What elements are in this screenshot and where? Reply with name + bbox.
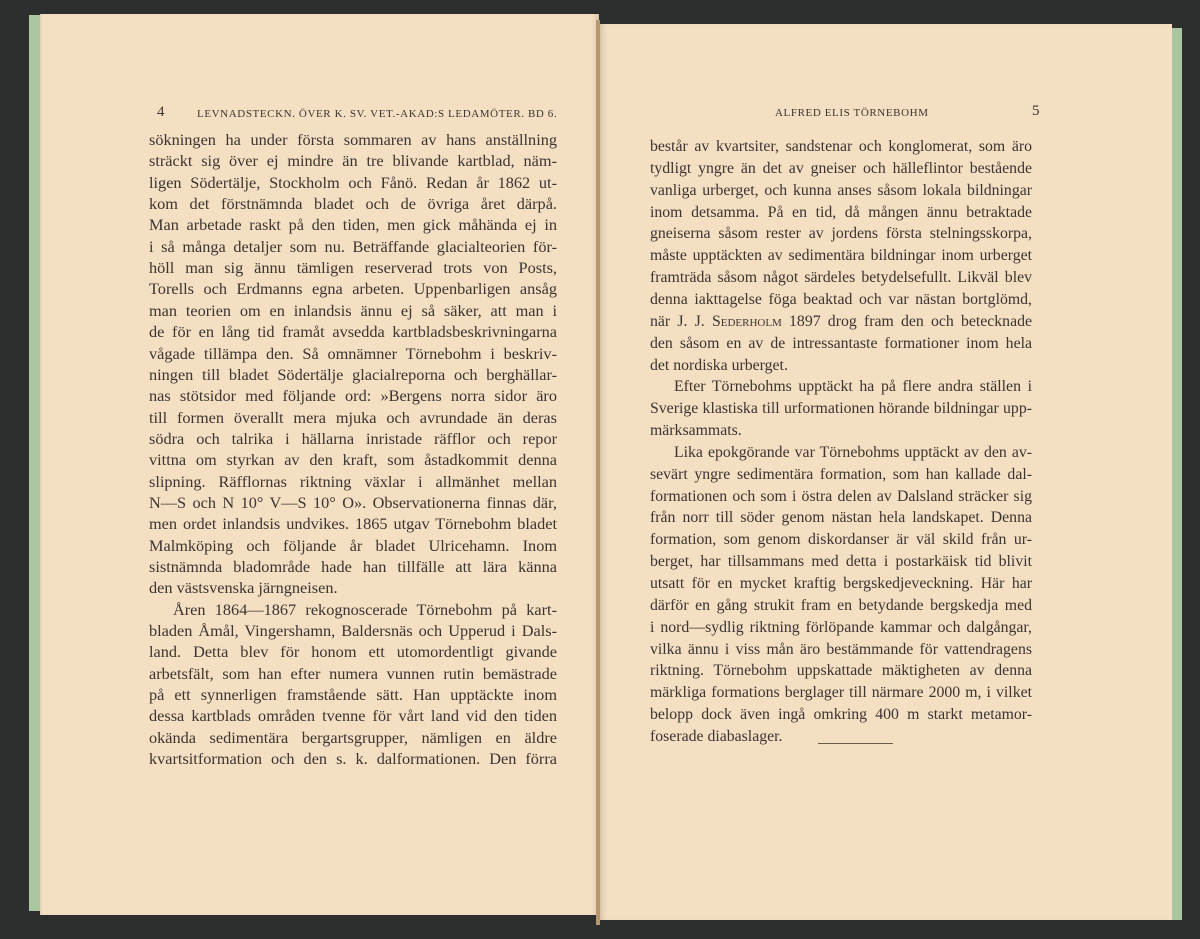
text-line: man teorien om en inlandsis ännu ej så säker, att man i bbox=[149, 300, 557, 320]
text-line: kom det förstnämnda bladet och de övriga året därpå. bbox=[149, 194, 557, 214]
text-line: ningen till bladet Södertälje glacialreporna och berghällar- bbox=[149, 364, 557, 384]
text-line: N—S och N 10° V—S 10° O». Observationerna finnas där, bbox=[149, 492, 557, 512]
page-number: 4 bbox=[157, 104, 165, 120]
text-span: 1897 drog fram den och betecknade bbox=[781, 312, 1032, 330]
text-line: ligen Södertälje, Stockholm och Fånö. Redan år 1862 ut- bbox=[149, 172, 557, 192]
text-line: sistnämnda bladområde hade han tillfälle att lära känna bbox=[149, 557, 557, 576]
text-line: Åren 1864—1867 rekognoscerade Törnebohm på kart- bbox=[173, 599, 557, 619]
text-line: tydligt yngre än det av gneiser och hälleflintor bestående bbox=[650, 159, 1032, 177]
text-line: Efter Törnebohms upptäckt ha på flere andra ställen i bbox=[674, 378, 1032, 396]
text-line: sevärt yngre sedimentära formation, som han kallade dal- bbox=[650, 465, 1032, 483]
text-line: därför en gång strukit fram en betydande bergskedja med bbox=[650, 596, 1032, 614]
text-line: den såsom en av de intressantaste formationer inom hela bbox=[650, 334, 1032, 352]
left-page bbox=[40, 14, 599, 915]
text-line: består av kvartsiter, sandstenar och konglomerat, som äro bbox=[650, 138, 1032, 155]
text-line: men ordet inlandsis undvikes. 1865 utgav Törnebohm bladet bbox=[149, 514, 557, 534]
text-line: södra och talrika i hällarna inristade räfflor och repor bbox=[149, 428, 557, 448]
section-divider bbox=[818, 743, 893, 744]
text-line: gneiserna såsom rester av jordens första stelningsskorpa, bbox=[650, 225, 1032, 243]
right-page bbox=[600, 24, 1172, 920]
text-line: vågade tillämpa den. Så omnämner Törnebohm i beskriv- bbox=[149, 343, 557, 363]
text-line: till formen överallt mera mjuka och avrundade än deras bbox=[149, 407, 557, 427]
text-line: märksammats. bbox=[650, 422, 742, 440]
text-line: sträckt sig över ej mindre än tre blivande kartblad, näm- bbox=[149, 151, 557, 171]
text-line: den västsvenska järngneisen. bbox=[149, 578, 338, 598]
text-line: från norr till söder genom nästan hela landskapet. Denna bbox=[650, 509, 1032, 527]
text-line: okända sedimentära bergartsgrupper, nämligen en äldre bbox=[149, 727, 557, 747]
text-line: riktning. Törnebohm uppskattade mäktigheten av denna bbox=[650, 662, 1032, 680]
text-line: foserade diabaslager. bbox=[650, 727, 783, 745]
text-line: formation, som genom diskordanser är väl skild från ur- bbox=[650, 531, 1032, 549]
text-span: när J. J. bbox=[650, 312, 712, 330]
text-line: land. Detta blev för honom ett utomordentligt givande bbox=[149, 642, 557, 662]
author-name: Sederholm bbox=[711, 312, 782, 330]
text-line: arbetsfält, som han efter numera vunnen rutin bemästrade bbox=[149, 663, 557, 683]
text-line bbox=[650, 313, 1032, 331]
text-line: de för en lång tid framåt avsedda kartbladsbeskrivningarna bbox=[149, 322, 557, 342]
text-line: denna iakttagelse föga beaktad och var nästan bortglömd, bbox=[650, 290, 1032, 308]
text-line: i nord—sydlig riktning förlöpande kammar och dalgångar, bbox=[650, 618, 1032, 636]
text-line: det nordiska urberget. bbox=[650, 356, 788, 374]
text-line: bladen Åmål, Vingershamn, Baldersnäs och Upperud i Dals- bbox=[149, 621, 557, 641]
text-line: Sverige klastiska till urformationen hörande bildningar upp- bbox=[650, 400, 1032, 418]
text-line: höll man sig ännu tämligen reserverad trots von Posts, bbox=[149, 258, 557, 278]
text-line: slipning. Räfflornas riktning växlar i allmänhet mellan bbox=[149, 471, 557, 491]
text-line: Man arbetade raskt på den tiden, men gick måhända ej in bbox=[149, 215, 557, 235]
text-line: vanliga urberget, och kunna anses såsom lokala bildningar bbox=[650, 181, 1032, 199]
text-line: utsatt för en mycket kraftig bergskedjeveckning. Här har bbox=[650, 575, 1032, 592]
text-line: i så många detaljer som nu. Beträffande glacialteorien för- bbox=[149, 236, 557, 256]
text-line: Torells och Erdmanns egna arbeten. Uppenbarligen ansåg bbox=[149, 279, 557, 299]
text-line: vittna om styrkan av den kraft, som åstadkommit denna bbox=[149, 450, 557, 470]
text-line: belopp dock även ingå omkring 400 m starkt metamor- bbox=[650, 706, 1032, 724]
text-line: inom detsamma. På en tid, då mången ännu betraktade bbox=[650, 203, 1032, 221]
text-line: måste upptäckten av sedimentära bildningar inom urberget bbox=[650, 247, 1032, 265]
text-line: sökningen ha under första sommaren av hans anställning bbox=[149, 130, 557, 149]
running-head: LEVNADSTECKN. ÖVER K. SV. VET.-AKAD:S LEDAMÖTER. BD 6. bbox=[197, 108, 558, 120]
text-line: dessa kartblads områden tvenne för vårt land vid den tiden bbox=[149, 706, 557, 726]
text-line: formationen och som i östra delen av Dalsland sträcker sig bbox=[650, 487, 1032, 505]
running-head: ALFRED ELIS TÖRNEBOHM bbox=[775, 107, 929, 119]
text-line: kvartsitformation och den s. k. dalformationen. Den förra bbox=[149, 749, 557, 769]
text-line: framträda såsom något särdeles betydelsefullt. Likväl blev bbox=[650, 269, 1032, 287]
text-line: berget, har tillsammans med detta i postarkäisk tid blivit bbox=[650, 553, 1032, 571]
text-line: Lika epokgörande var Törnebohms upptäckt av den av- bbox=[674, 443, 1032, 461]
text-line: Malmköping och följande år bladet Ulricehamn. Inom bbox=[149, 535, 557, 555]
text-line: nas stötsidor med följande ord: »Bergens norra sidor äro bbox=[149, 386, 557, 406]
page-number: 5 bbox=[1032, 103, 1040, 119]
text-line: vilka ännu i viss mån äro bestämmande för vattendragens bbox=[650, 640, 1032, 658]
text-line: på ett synnerligen framstående sätt. Han upptäckte inom bbox=[149, 685, 557, 705]
text-line: märkliga formations berglager till närmare 2000 m, i vilket bbox=[650, 684, 1032, 702]
